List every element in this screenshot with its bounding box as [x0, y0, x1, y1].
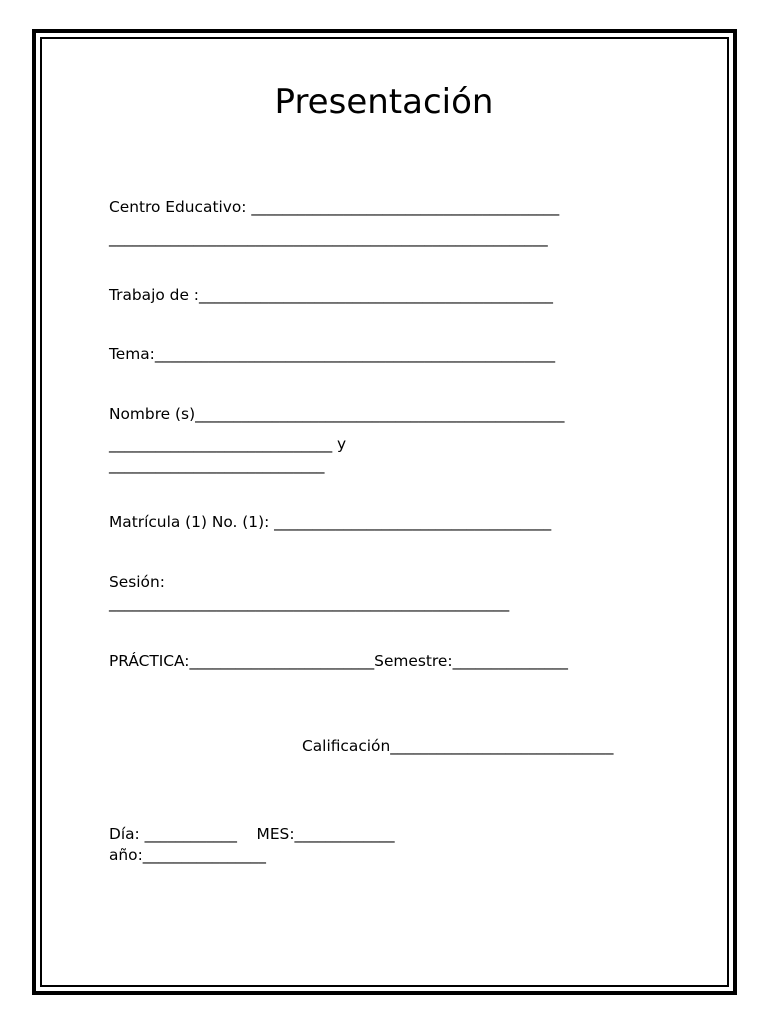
nombre-field: Nombre (s)________________________________________________	[109, 405, 565, 423]
tema-field: Tema:____________________________________________________	[109, 345, 556, 363]
sesion-label: Sesión:	[109, 573, 165, 591]
calificacion-field: Calificación_____________________________	[302, 737, 614, 755]
matricula-field: Matrícula (1) No. (1): ____________________________________	[109, 513, 552, 531]
practica-semestre-field: PRÁCTICA:________________________Semestre:_______________	[109, 652, 568, 670]
centro-educativo-line: _________________________________________________________	[109, 229, 548, 247]
trabajo-de-field: Trabajo de :______________________________________________	[109, 286, 553, 304]
dia-mes-field: Día: ____________ MES:_____________	[109, 825, 395, 843]
nombre-line-3: ____________________________	[109, 456, 325, 474]
nombre-line-2: _____________________________ y	[109, 435, 347, 453]
page-title: Presentación	[274, 82, 494, 122]
page-border-inner	[40, 37, 729, 987]
centro-educativo-field: Centro Educativo: ________________________________________	[109, 198, 560, 216]
sesion-line: ____________________________________________________	[109, 594, 510, 612]
ano-field: año:________________	[109, 846, 266, 864]
